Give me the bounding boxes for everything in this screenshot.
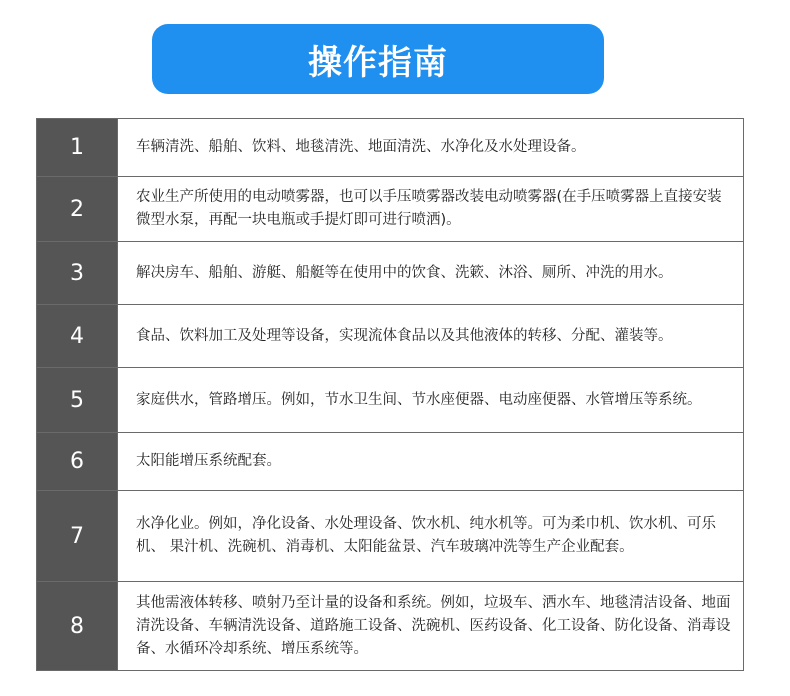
row-text: 农业生产所使用的电动喷雾器，也可以手压喷雾器改装电动喷雾器(在手压喷雾器上直接安装微型水泵，再配一块电瓶或手提灯即可进行喷洒)。 — [136, 189, 722, 228]
row-text-cell — [118, 433, 743, 490]
row-number: 2 — [37, 177, 118, 241]
row-number: 5 — [37, 368, 118, 432]
row-number: 8 — [37, 582, 118, 670]
table-row — [37, 119, 743, 177]
table-row — [37, 582, 743, 670]
row-text: 解决房车、船舶、游艇、船艇等在使用中的饮食、洗簌、沐浴、厕所、冲洗的用水。 — [136, 264, 673, 281]
page-title: 操作指南 — [308, 42, 448, 83]
row-text: 水净化业。例如，净化设备、水处理设备、饮水机、纯水机等。可为柔巾机、饮水机、可乐机、 果汁机、洗碗机、消毒机、太阳能盆景、汽车玻璃冲洗等生产企业配套。 — [136, 516, 716, 555]
table-row — [37, 433, 743, 491]
row-number: 1 — [37, 119, 118, 176]
row-number: 3 — [37, 242, 118, 304]
table-row — [37, 491, 743, 582]
row-number: 6 — [37, 433, 118, 490]
guide-table — [36, 118, 744, 671]
row-text: 太阳能增压系统配套。 — [136, 453, 281, 469]
row-number: 7 — [37, 491, 118, 581]
table-row — [37, 242, 743, 305]
table-row — [37, 177, 743, 242]
row-text: 食品、饮料加工及处理等设备，实现流体食品以及其他液体的转移、分配、灌装等。 — [136, 327, 673, 344]
row-text: 家庭供水，管路增压。例如，节水卫生间、节水座便器、电动座便器、水管增压等系统。 — [136, 391, 702, 408]
row-text-cell — [118, 242, 743, 304]
row-text-cell — [118, 582, 743, 670]
row-number: 4 — [37, 305, 118, 367]
row-text-cell — [118, 368, 743, 432]
table-row — [37, 305, 743, 368]
row-text-cell — [118, 305, 743, 367]
row-text-cell — [118, 491, 743, 581]
page-title-banner — [152, 24, 604, 94]
row-text-cell — [118, 119, 743, 176]
table-row — [37, 368, 743, 433]
row-text-cell — [118, 177, 743, 241]
row-text: 其他需液体转移、喷射乃至计量的设备和系统。例如，垃圾车、洒水车、地毯清洁设备、地面清洗设备、车辆清洗设备、道路施工设备、洗碗机、医药设备、化工设备、防化设备、消毒设备、水循环冷却系统、增压系统等。 — [136, 594, 731, 657]
row-text: 车辆清洗、船舶、饮料、地毯清洗、地面清洗、水净化及水处理设备。 — [136, 139, 586, 155]
